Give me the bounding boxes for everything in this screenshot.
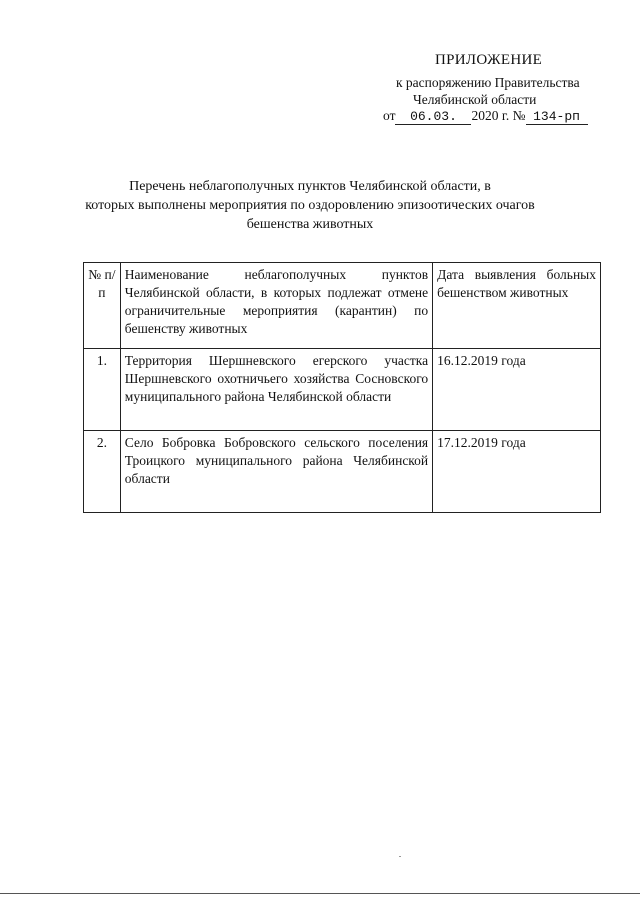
row-num: 2.: [84, 431, 121, 513]
document-title: [80, 177, 540, 234]
from-label: от: [383, 108, 396, 123]
row-date: 16.12.2019 года: [433, 349, 601, 431]
appendix-line-region: Челябинской области: [413, 92, 537, 107]
header-num: № п/п: [84, 263, 121, 349]
header-date: Дата выявления больных бешенством животных: [433, 263, 601, 349]
table-row: [84, 431, 601, 513]
table-row: [84, 349, 601, 431]
year-number-label: 2020 г. №: [471, 108, 526, 123]
appendix-line-order: к распоряжению Правительства: [396, 75, 580, 90]
row-name: Село Бобровка Бобровского сельского поселения Троицкого муниципального района Челябинской области: [120, 431, 432, 513]
title-line: Перечень неблагополучных пунктов Челябинской области, в: [129, 179, 491, 194]
header-name: Наименование неблагополучных пунктов Челябинской области, в которых подлежат отмене ограничительные мероприятия (карантин) по бешенству животных: [120, 263, 432, 349]
title-line: которых выполнены мероприятия по оздоровлению эпизоотических очагов: [85, 198, 535, 213]
row-name: Территория Шершневского егерского участка Шершневского охотничьего хозяйства Сосновского муниципального района Челябинской области: [120, 349, 432, 431]
row-num: 1.: [84, 349, 121, 431]
page-bottom-rule: [0, 893, 640, 894]
scan-speck: [399, 856, 401, 857]
number-fill: 134-рп: [526, 110, 588, 125]
row-date: 17.12.2019 года: [433, 431, 601, 513]
date-fill: 06.03.: [395, 110, 471, 125]
title-line: бешенства животных: [246, 217, 374, 232]
appendix-title: ПРИЛОЖЕНИЕ: [435, 52, 543, 68]
localities-table: [83, 262, 601, 513]
appendix-line-date-number: [383, 108, 588, 125]
table-header-row: [84, 263, 601, 349]
